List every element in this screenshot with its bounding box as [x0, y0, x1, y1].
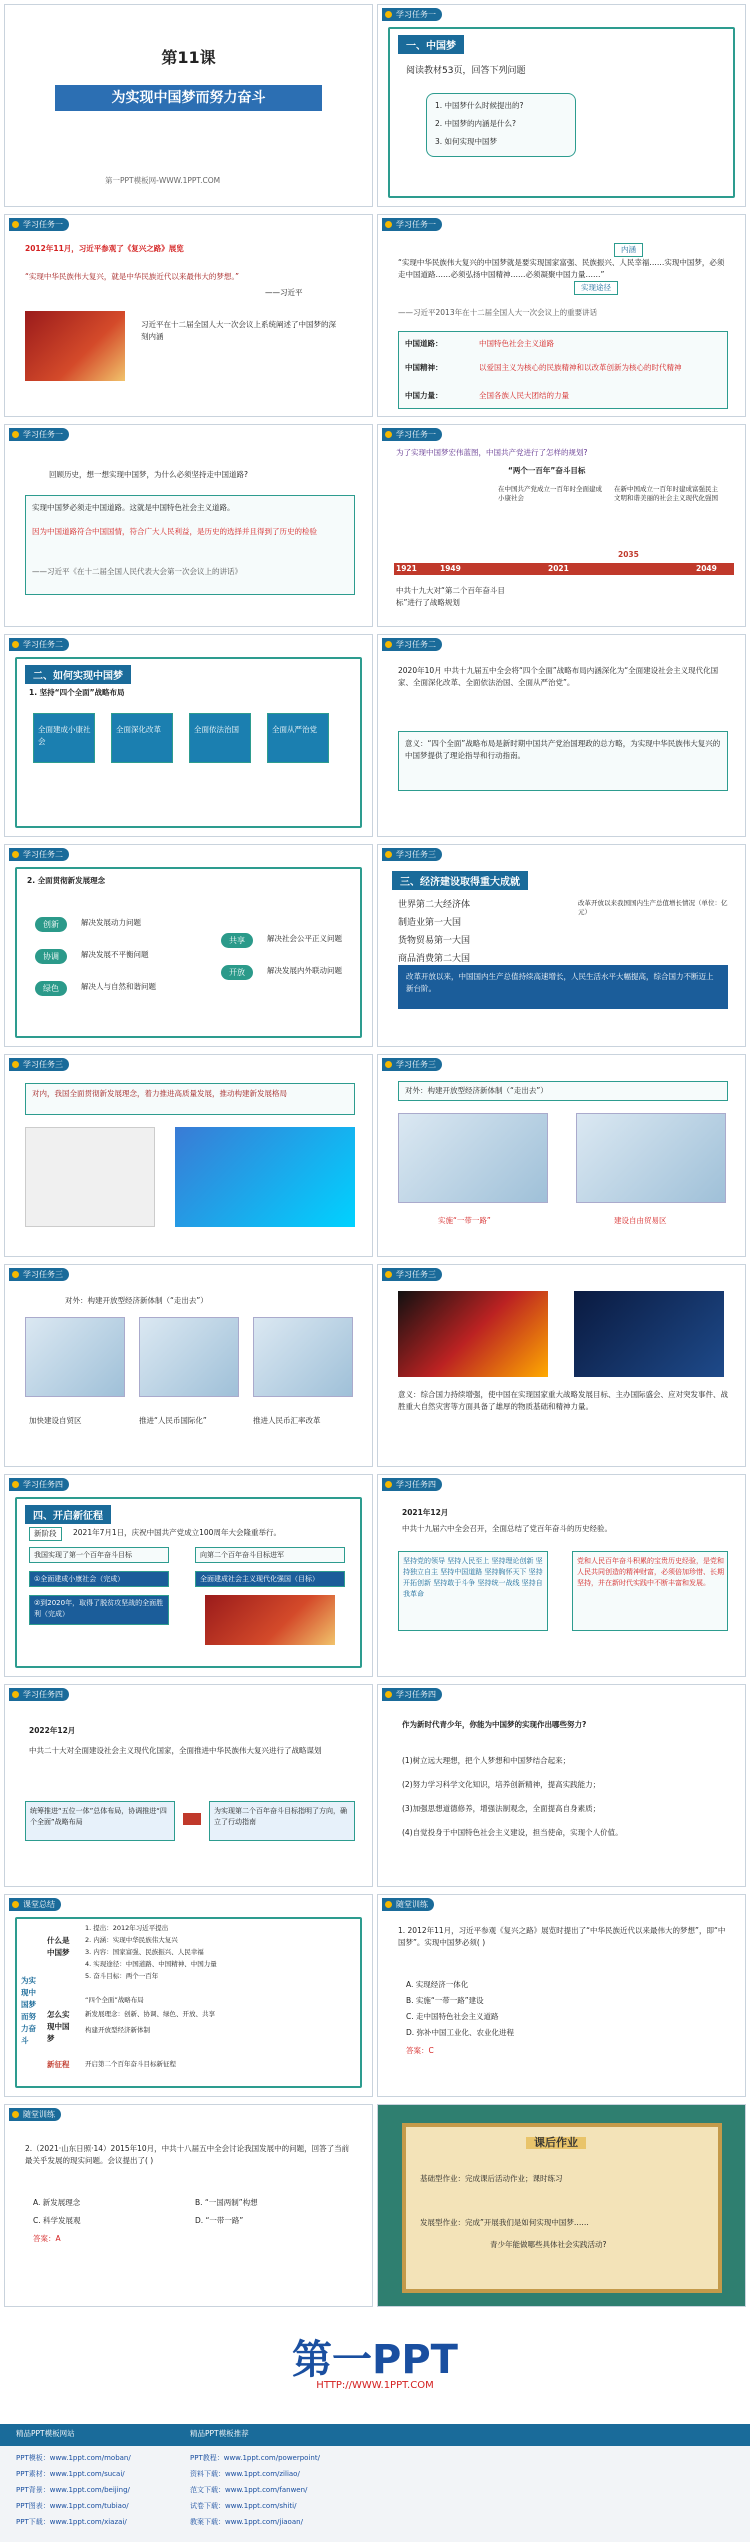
item-card — [33, 713, 95, 763]
body-text: 习近平在十二届全国人大一次会议上系统阐述了中国梦的深刻内涵 — [141, 320, 336, 341]
map-image-2 — [139, 1317, 239, 1397]
task-tag: 学习任务四 — [9, 1478, 69, 1491]
row-value: 以爱国主义为核心的民族精神和以改革创新为核心的时代精神 — [479, 363, 682, 372]
row-label: 中国力量： — [405, 391, 443, 400]
row-label: 中国精神： — [405, 363, 443, 372]
paragraph-2: 意义：“四个全面”战略布局是新时期中国共产党治国理政的总方略，为实现中华民族伟大复兴的中国梦提供了理论指导和行动指南。 — [405, 739, 721, 760]
step-text: 我国实现了第一个百年奋斗目标 — [34, 1551, 132, 1559]
world-map-2 — [576, 1113, 726, 1203]
footer-link[interactable]: PPT下载：www.1ppt.com/xiazai/ — [16, 2518, 127, 2526]
node-line: “四个全面”战略布局 — [85, 1996, 144, 2004]
task-tag: 学习任务二 — [9, 638, 69, 651]
heading-box — [398, 1081, 728, 1101]
slide-neihan — [377, 214, 746, 417]
node-line: 构建开放型经济新体制 — [85, 2026, 150, 2034]
caption-1: 加快建设自贸区 — [29, 1416, 82, 1425]
task-tag: 学习任务三 — [382, 1058, 442, 1071]
task-tag: 学习任务三 — [382, 848, 442, 861]
experience-list: 坚持党的领导 坚持人民至上 坚持理论创新 坚持独立自主 坚持中国道路 坚持胸怀天下 坚持开拓创新 坚持敢于斗争 坚持统一战线 坚持自我革命 — [403, 1557, 543, 1598]
year-2035: 2035 — [618, 550, 639, 559]
map-image-3 — [253, 1317, 353, 1397]
task-tag: 学习任务四 — [382, 1688, 442, 1701]
task-tag: 学习任务一 — [9, 428, 69, 441]
caption-2: 推进“人民币国际化” — [139, 1416, 207, 1425]
step-text: 全面建成社会主义现代化强国（目标） — [200, 1575, 319, 1583]
slide-zhongguo-daolu — [4, 424, 373, 627]
question-text: 为了实现中国梦宏伟蓝图，中国共产党进行了怎样的规划? — [396, 448, 588, 457]
footer-link[interactable]: 资料下载：www.1ppt.com/ziliao/ — [190, 2470, 300, 2478]
year-1949: 1949 — [440, 564, 461, 573]
quote-text: “实现中华民族伟大复兴的中国梦就是要实现国家富强、民族振兴、人民幸福……实现中国梦，必须走中国道路……必须弘扬中国精神……必须凝聚中国力量……” — [398, 258, 725, 279]
question-text: 2.（2021·山东日照·14）2015年10月，中共十八届五中全会讨论我国发展中的问题，回答了当前最关乎发展的现实问题。会议提出了( ) — [25, 2144, 350, 2165]
step-box — [29, 1571, 169, 1587]
answer-text: 答案：A — [33, 2234, 61, 2243]
step-box — [29, 1595, 169, 1625]
celebration-photo — [205, 1595, 335, 1645]
option-d: D. “一带一路” — [195, 2216, 244, 2225]
option-c: C. 走中国特色社会主义道路 — [406, 2012, 499, 2021]
data-table-image — [25, 1127, 155, 1227]
slide-zhongguo-meng — [377, 4, 746, 207]
task-tag: 学习任务一 — [9, 218, 69, 231]
heading-text: 2012年11月，习近平参观了《复兴之路》展览 — [25, 244, 184, 253]
desc-xietiao: 解决发展不平衡问题 — [81, 950, 149, 959]
node-line: 1. 提出：2012年习近平提出 — [85, 1924, 169, 1932]
meeting-text: 中共二十大对全面建设社会主义现代化国家，全面推进中华民族伟大复兴进行了战略谋划 — [29, 1746, 322, 1755]
slide-sige-yiyi — [377, 634, 746, 837]
map-image-1 — [25, 1317, 125, 1397]
section-title: 四、开启新征程 — [25, 1505, 111, 1524]
quote-text: “实现中华民族伟大复兴，就是中华民族近代以来最伟大的梦想。” — [25, 272, 240, 281]
heading-text: 对外：构建开放型经济新体制（“走出去”） — [405, 1086, 548, 1095]
footer-links-area — [0, 2424, 750, 2542]
achievement-1: 世界第二大经济体 — [398, 900, 471, 910]
question-1: 1. 中国梦什么时候提出的? — [435, 101, 524, 110]
plan-text: 统筹推进“五位一体”总体布局，协调推进“四个全面”战略布局 — [30, 1807, 167, 1826]
sub-title: 2. 全面贯彻新发展理念 — [27, 876, 106, 885]
footer-left-heading: 精品PPT模板网站 — [16, 2429, 75, 2438]
congress-text: 中共十九大对“第二个百年奋斗目标”进行了战略规划 — [396, 586, 505, 607]
item-card — [189, 713, 251, 763]
desc-gongxiang: 解决社会公平正义问题 — [267, 934, 342, 943]
question-text: 1. 2012年11月，习近平参观《复兴之路》展览时提出了“中华民族近代以来最伟大的梦想”，即“中国梦”。实现中国梦必须( ) — [398, 1926, 726, 1947]
task-tag: 课堂总结 — [9, 1898, 61, 1911]
lesson-number: 第11课 — [161, 48, 216, 67]
row-value: 中国特色社会主义道路 — [479, 339, 554, 348]
answer-4: (4)自觉投身于中国特色社会主义建设，担当使命，实现个人价值。 — [402, 1828, 623, 1837]
task-tag: 学习任务三 — [382, 1268, 442, 1281]
caption-2: 建设自由贸易区 — [614, 1216, 667, 1225]
slide-zonghe-guoli — [377, 1264, 746, 1467]
industry-image — [175, 1127, 355, 1227]
option-c: C. 科学发展观 — [33, 2216, 81, 2225]
footer-link[interactable]: PPT模板：www.1ppt.com/moban/ — [16, 2454, 131, 2462]
arrow-icon — [183, 1813, 201, 1825]
extension-task: 发展型作业：完成”开展我们是如何实现中国梦…… — [420, 2218, 589, 2227]
slide-xin-zhengcheng — [4, 1474, 373, 1677]
task-tag: 学习任务三 — [9, 1058, 69, 1071]
pill-lvse: 绿色 — [35, 981, 67, 996]
event-photo-1 — [398, 1291, 548, 1377]
task-tag: 随堂训练 — [9, 2108, 61, 2121]
answer-box — [25, 495, 355, 595]
desc-chuangxin: 解决发展动力问题 — [81, 918, 141, 927]
meeting-text: 中共十九届六中全会召开，全面总结了党百年奋斗的历史经验。 — [402, 1524, 612, 1533]
answer-1: (1)树立远大理想，把个人梦想和中国梦结合起来； — [402, 1756, 571, 1765]
heading-text: 对内，我国全面贯彻新发展理念，着力推进高质量发展，推动构建新发展格局 — [32, 1089, 287, 1098]
footer-logo: 第一PPT — [292, 2337, 458, 2383]
prompt-text: 阅读教材53页，回答下列问题 — [406, 66, 526, 76]
step-text: ②到2020年，取得了脱贫攻坚战的全面胜利（完成） — [34, 1599, 164, 1618]
question-3: 3. 如何实现中国梦 — [435, 137, 498, 146]
direction-text: 为实现第二个百年奋斗目标指明了方向，确立了行动指南 — [214, 1807, 347, 1826]
achievement-2: 制造业第一大国 — [398, 918, 462, 928]
slide-homework — [377, 2104, 746, 2307]
step-text: 向第二个百年奋斗目标进军 — [200, 1551, 284, 1559]
item-label: 全面深化改革 — [116, 725, 161, 734]
item-card — [267, 713, 329, 763]
task-tag: 学习任务一 — [382, 8, 442, 21]
caption-3: 推进人民币汇率改革 — [253, 1416, 321, 1425]
slide-xin-fazhan-linian — [4, 844, 373, 1047]
chart-caption: 改革开放以来我国国内生产总值增长情况（单位：亿元） — [578, 899, 728, 916]
slide-practice-1 — [377, 1894, 746, 2097]
summary-text: 改革开放以来，中国国内生产总值持续高速增长，人民生活水平大幅提高，综合国力不断迈上新台阶。 — [406, 972, 714, 993]
year-1921: 1921 — [396, 564, 417, 573]
event-photo-2 — [574, 1291, 724, 1377]
slide-ershi-da — [4, 1684, 373, 1887]
task-tag: 学习任务一 — [382, 428, 442, 441]
desc-kaifang: 解决发展内外联动问题 — [267, 966, 342, 975]
task-tag: 学习任务三 — [9, 1268, 69, 1281]
footer-link-bar — [0, 2424, 750, 2446]
option-b: B. “一国两制”构想 — [195, 2198, 258, 2207]
slide-jingji-chengjiu — [377, 844, 746, 1047]
achievement-4: 商品消费第二大国 — [398, 954, 471, 964]
footer-logo-area — [0, 2314, 750, 2424]
slide-title — [4, 4, 373, 207]
exhibition-photo — [25, 311, 125, 381]
footer-link[interactable]: PPT教程：www.1ppt.com/powerpoint/ — [190, 2454, 320, 2462]
question-2: 2. 中国梦的内涵是什么? — [435, 119, 517, 128]
step-box — [195, 1547, 345, 1563]
slide-gao-zhiliang — [4, 1054, 373, 1257]
answer-2: (2)努力学习科学文化知识，培养创新精神，提高实践能力； — [402, 1780, 601, 1789]
row-value: 全国各族人民大团结的力量 — [479, 391, 569, 400]
section-title: 二、如何实现中国梦 — [25, 665, 131, 684]
footer-link[interactable]: 教案下载：www.1ppt.com/jiaoan/ — [190, 2518, 303, 2526]
node-line: 5. 奋斗目标：两个一百年 — [85, 1972, 159, 1980]
task-tag: 随堂训练 — [382, 1898, 434, 1911]
phase-label: 新阶段 — [29, 1527, 62, 1541]
footer-url: HTTP://WWW.1PPT.COM — [316, 2380, 434, 2391]
desc-lvse: 解决人与自然和谐问题 — [81, 982, 156, 991]
heading-box — [25, 1083, 355, 1115]
label-way: 实现途径 — [574, 281, 618, 295]
footer-link[interactable]: PPT背景：www.1ppt.com/beijing/ — [16, 2486, 130, 2494]
option-a: A. 实现经济一体化 — [406, 1980, 469, 1989]
slide-liuzhong-quanhui — [377, 1474, 746, 1677]
value-box — [572, 1551, 728, 1631]
footer-link[interactable]: PPT素材：www.1ppt.com/sucai/ — [16, 2470, 125, 2478]
item-label: 全面依法治国 — [194, 725, 239, 734]
node-line: 3. 内容：国家富强、民族振兴、人民幸福 — [85, 1948, 204, 1956]
slide-ketang-zongjie — [4, 1894, 373, 2097]
quote-author: ——习近平 — [265, 288, 303, 297]
answer-1: 实现中国梦必须走中国道路。这就是中国特色社会主义道路。 — [32, 503, 235, 512]
date-text: 2022年12月 — [29, 1726, 76, 1735]
goal-1: 在中国共产党成立一百年时全面建成小康社会 — [498, 485, 602, 502]
homework-title: 课后作业 — [526, 2137, 586, 2149]
step-box — [29, 1547, 169, 1563]
goal-2: 在新中国成立一百年时建成富强民主文明和谐美丽的社会主义现代化强国 — [614, 485, 718, 502]
footer-link[interactable]: 范文下载：www.1ppt.com/fanwen/ — [190, 2486, 308, 2494]
label-neihan: 内涵 — [614, 243, 643, 257]
slide-zouchuqu-2 — [4, 1264, 373, 1467]
answer-2: 因为中国道路符合中国国情，符合广大人民利益，是历史的选择并且得到了历史的检验 — [32, 527, 317, 536]
step-text: ①全面建成小康社会（完成） — [34, 1575, 125, 1583]
value-text: 党和人民百年奋斗积累的宝贵历史经验，是党和人民共同创造的精神财富，必须倍加珍惜、长期坚持，并在新时代实践中不断丰富和发展。 — [577, 1557, 724, 1587]
slide-sige-quanmian — [4, 634, 373, 837]
slide-practice-2 — [4, 2104, 373, 2307]
caption-1: 实施“一带一路” — [438, 1216, 491, 1225]
sub-title: 1. 坚持“四个全面”战略布局 — [29, 688, 125, 697]
option-a: A. 新发展理念 — [33, 2198, 81, 2207]
path-table — [398, 331, 728, 409]
slide-fuxing-zhilu — [4, 214, 373, 417]
note-text: ——习近平2013年在十二届全国人大一次会议上的重要讲话 — [398, 308, 598, 317]
citation: ——习近平《在十二届全国人民代表大会第一次会议上的讲话》 — [32, 567, 242, 576]
item-label: 全面建成小康社会 — [38, 725, 91, 746]
footer-right-heading: 精品PPT模板推荐 — [190, 2429, 249, 2438]
meaning-box — [398, 731, 728, 791]
world-map-1 — [398, 1113, 548, 1203]
branch-3: 新征程 — [47, 2060, 70, 2069]
slide-qingshaonian — [377, 1684, 746, 1887]
item-card — [111, 713, 173, 763]
node-line: 新发展理念：创新、协调、绿色、开放、共享 — [85, 2010, 215, 2018]
pill-kaifang: 开放 — [221, 965, 253, 980]
root-node: 为实现中国梦而努力奋斗 — [21, 1976, 36, 2045]
slide-zouchuqu-1 — [377, 1054, 746, 1257]
heading-text: 对外：构建开放型经济新体制（“走出去”） — [65, 1296, 208, 1305]
pill-chuangxin: 创新 — [35, 917, 67, 932]
slide-guihua — [377, 424, 746, 627]
node-line: 2. 内涵：实现中华民族伟大复兴 — [85, 1936, 178, 1944]
meaning-text: 意义：综合国力持续增强，使中国在实现国家重大战略发展目标、主办国际盛会、应对突发事件、战胜重大自然灾害等方面具备了雄厚的物质基础和精神力量。 — [398, 1390, 728, 1411]
answer-text: 答案：C — [406, 2046, 434, 2055]
task-tag: 学习任务四 — [9, 1688, 69, 1701]
pill-gongxiang: 共享 — [221, 933, 253, 948]
task-tag: 学习任务一 — [382, 218, 442, 231]
task-tag: 学习任务二 — [9, 848, 69, 861]
lesson-title: 为实现中国梦而努力奋斗 — [55, 85, 322, 111]
slide-frame — [15, 867, 362, 1038]
item-label: 全面从严治党 — [272, 725, 317, 734]
node-line: 开启第二个百年奋斗目标新征程 — [85, 2060, 176, 2068]
plan-box — [25, 1801, 175, 1841]
section-title: 一、中国梦 — [398, 35, 464, 54]
year-2049: 2049 — [696, 564, 717, 573]
chalkboard — [402, 2123, 722, 2293]
question-box — [426, 93, 576, 157]
pill-xietiao: 协调 — [35, 949, 67, 964]
date-text: 2021年12月 — [402, 1508, 449, 1517]
option-d: D. 弥补中国工业化、农业化进程 — [406, 2028, 515, 2037]
paragraph-1: 2020年10月 中共十九届五中全会将“四个全面”战略布局内涵深化为“全面建设社会主义现代化国家、全面深化改革、全面依法治国、全面从严治党”。 — [398, 666, 719, 687]
branch-2: 怎么实现中国梦 — [47, 2010, 70, 2043]
plan-label: “两个一百年”奋斗目标 — [508, 466, 586, 475]
year-2021: 2021 — [548, 564, 569, 573]
site-text: 第一PPT模板网-WWW.1PPT.COM — [105, 176, 221, 185]
task-tag: 学习任务四 — [382, 1478, 442, 1491]
phase-text: 2021年7月1日，庆祝中国共产党成立100周年大会隆重举行。 — [73, 1528, 281, 1537]
answer-3: (3)加强思想道德修养，增强法制观念，全面提高自身素质； — [402, 1804, 601, 1813]
option-b: B. 实施“一带一路”建设 — [406, 1996, 484, 2005]
section-title: 三、经济建设取得重大成就 — [392, 871, 528, 890]
footer-link[interactable]: PPT图表：www.1ppt.com/tubiao/ — [16, 2502, 129, 2510]
question-text: 作为新时代青少年，你能为中国梦的实现作出哪些努力? — [402, 1720, 587, 1729]
extension-task-2: 青少年能做哪些具体社会实践活动? — [490, 2240, 607, 2249]
question-text: 回顾历史，想一想实现中国梦，为什么必须坚持走中国道路? — [49, 470, 248, 479]
direction-box — [209, 1801, 355, 1841]
task-tag: 学习任务二 — [382, 638, 442, 651]
step-box — [195, 1571, 345, 1587]
footer-link[interactable]: 试卷下载：www.1ppt.com/shiti/ — [190, 2502, 297, 2510]
node-line: 4. 实现途径：中国道路、中国精神、中国力量 — [85, 1960, 217, 1968]
row-label: 中国道路： — [405, 339, 443, 348]
summary-box — [398, 965, 728, 1009]
basic-task: 基础型作业：完成课后活动作业；课时练习 — [420, 2174, 563, 2183]
achievement-3: 货物贸易第一大国 — [398, 936, 471, 946]
experience-box — [398, 1551, 548, 1631]
branch-1: 什么是中国梦 — [47, 1936, 70, 1957]
